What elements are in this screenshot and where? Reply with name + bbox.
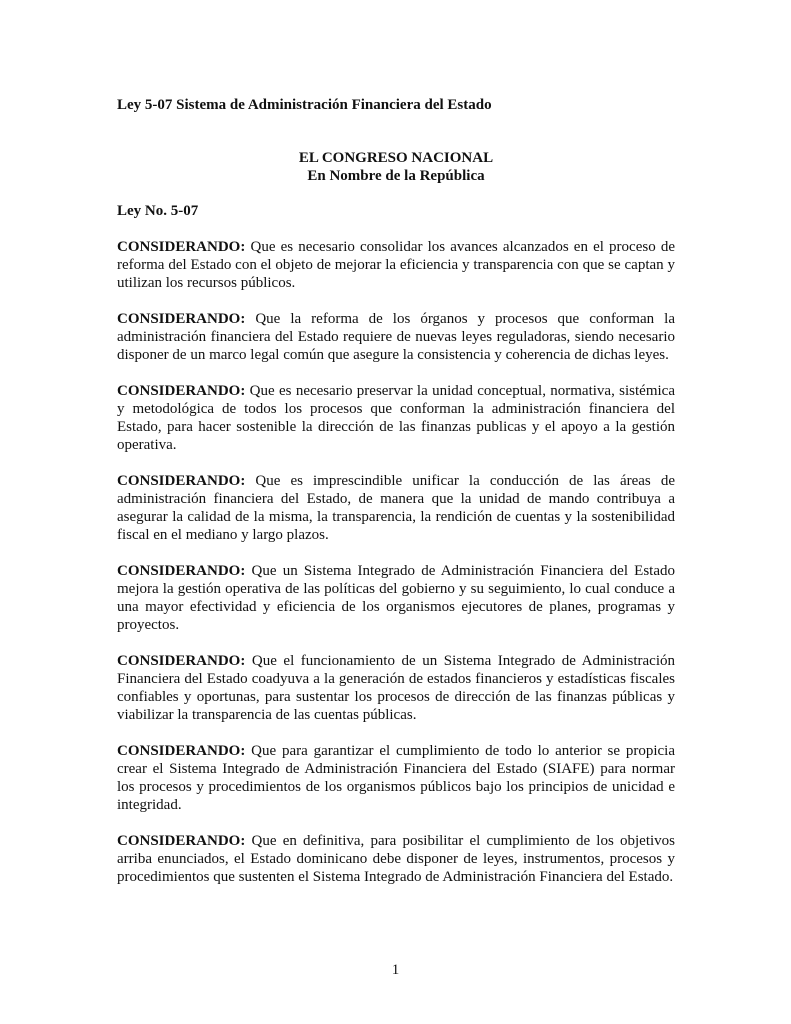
considerando-paragraph [117,652,675,724]
considerando-text: Que un Sistema Integrado de Administración Financiera del Estado mejora la gestión operativa de las políticas del gobierno y su seguimiento, lo cual conduce a una mayor efectividad y eficiencia de los organismos ejecutores de planes, programas y proyectos. [117,563,675,633]
considerando-paragraph [117,742,675,814]
considerando-paragraph [117,562,675,634]
page-number: 1 [391,962,400,978]
considerando-paragraph [117,382,675,454]
considerando-label: CONSIDERANDO: [117,653,246,669]
heading-block [117,149,675,185]
heading-congress: EL CONGRESO NACIONAL [298,150,494,166]
considerando-paragraph [117,310,675,364]
law-number: Ley No. 5-07 [117,203,199,219]
considerando-label: CONSIDERANDO: [117,383,246,399]
considerando-text: Que es necesario preservar la unidad conceptual, normativa, sistémica y metodológica de todos los procesos que conforman la administración financiera del Estado, para hacer sostenible la dirección de las finanzas publicas y el apoyo a la gestión operativa. [117,383,675,453]
considerando-text: Que es necesario consolidar los avances alcanzados en el proceso de reforma del Estado con el objeto de mejorar la eficiencia y transparencia con que se captan y utilizan los recursos públicos. [117,239,675,291]
considerando-label: CONSIDERANDO: [117,833,246,849]
considerando-label: CONSIDERANDO: [117,239,246,255]
considerando-text: Que la reforma de los órganos y procesos que conforman la administración financiera del Estado requiere de nuevas leyes reguladoras, siendo necesario disponer de un marco legal común que asegure la consistencia y coherencia de dichas leyes. [117,311,675,363]
heading-republic: En Nombre de la República [307,168,485,184]
considerando-label: CONSIDERANDO: [117,563,246,579]
considerando-text: Que para garantizar el cumplimiento de todo lo anterior se propicia crear el Sistema Integrado de Administración Financiera del Estado (SIAFE) para normar los procesos y procedimientos de los organismos públicos bajo los principios de unicidad e integridad. [117,743,675,813]
document-page [117,96,675,886]
considerando-paragraph [117,472,675,544]
document-title: Ley 5-07 Sistema de Administración Financiera del Estado [117,97,492,113]
considerando-paragraph [117,238,675,292]
considerando-label: CONSIDERANDO: [117,473,246,489]
considerando-paragraph [117,832,675,886]
considerando-text: Que es imprescindible unificar la conducción de las áreas de administración financiera del Estado, de manera que la unidad de mando contribuya a asegurar la calidad de la misma, la transparencia, la rendición de cuentas y la sostenibilidad fiscal en el mediano y largo plazos. [117,473,675,543]
considerando-label: CONSIDERANDO: [117,743,246,759]
considerando-text: Que el funcionamiento de un Sistema Integrado de Administración Financiera del Estado coadyuva a la generación de estados financieros y estadísticas fiscales confiables y oportunas, para sustentar los procesos de dirección de las finanzas públicas y viabilizar la transparencia de las cuentas públicas. [117,653,675,723]
considerando-label: CONSIDERANDO: [117,311,246,327]
considerando-text: Que en definitiva, para posibilitar el cumplimiento de los objetivos arriba enunciados, el Estado dominicano debe disponer de leyes, instrumentos, procesos y procedimientos que sustenten el Sistema Integrado de Administración Financiera del Estado. [117,833,675,885]
